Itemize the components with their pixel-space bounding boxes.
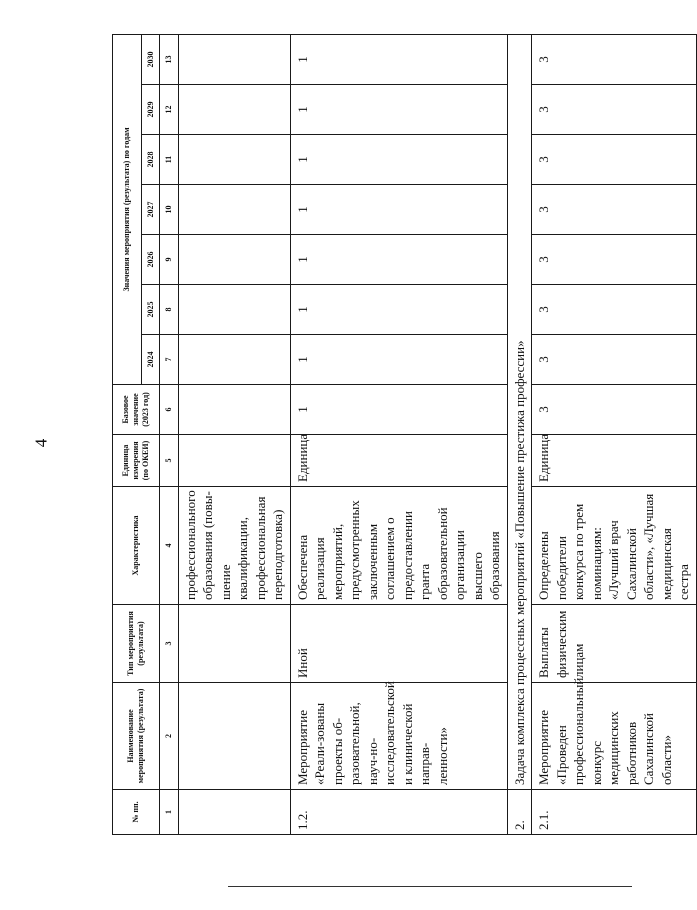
row-value-2030: 1 xyxy=(290,34,507,84)
header-year: 2029 xyxy=(142,85,160,135)
column-number: 4 xyxy=(160,487,179,605)
row-value-2029 xyxy=(178,85,290,135)
row-value-2027 xyxy=(178,185,290,235)
column-number: 2 xyxy=(160,683,179,790)
row-type: Иной xyxy=(290,605,507,683)
column-number: 12 xyxy=(160,85,179,135)
row-base: 1 xyxy=(290,385,507,435)
row-name: Мероприятие «Реали-зованы проекты об-разовательной, науч-но-исследовательской и клинической направ-ленности» xyxy=(290,683,507,790)
header-year: 2030 xyxy=(142,34,160,84)
column-number-row xyxy=(160,34,179,834)
header-row-top xyxy=(113,34,142,834)
table-row xyxy=(290,34,507,834)
header-year: 2028 xyxy=(142,135,160,185)
section-title: Задача комплекса процессных мероприятий «Повышение престижа профессии» xyxy=(507,34,532,789)
column-number: 9 xyxy=(160,235,179,285)
row-characteristic: Обеспечена реализация мероприятий, предусмотренных заключенным соглашением о предоставлении гранта образовательной организации высшего образования xyxy=(290,487,507,605)
column-number: 5 xyxy=(160,435,179,487)
row-value-2024 xyxy=(178,335,290,385)
column-number: 10 xyxy=(160,185,179,235)
column-number: 3 xyxy=(160,605,179,683)
header-year: 2026 xyxy=(142,235,160,285)
row-value-2026 xyxy=(178,235,290,285)
rotated-table-wrapper xyxy=(112,35,691,835)
row-characteristic: Определены победители конкурса по трем номинациям: «Лучший врач Сахалинской области», «Лучшая медицинская сестра xyxy=(532,487,697,605)
page-number: 4 xyxy=(31,438,51,448)
row-value-2026: 1 xyxy=(290,235,507,285)
row-num: 2.1. xyxy=(532,790,697,835)
table-row xyxy=(178,34,290,834)
header-name: Наименование мероприятия (результата) xyxy=(113,683,160,790)
header-year: 2024 xyxy=(142,335,160,385)
column-number: 1 xyxy=(160,790,179,835)
row-characteristic: профессионального образования (повы-шение квалификации, профессиональная переподготовка) xyxy=(178,487,290,605)
header-year: 2027 xyxy=(142,185,160,235)
header-characteristic: Характеристика xyxy=(113,487,160,605)
row-type xyxy=(178,605,290,683)
row-value-2028: 1 xyxy=(290,135,507,185)
row-value-2025: 3 xyxy=(532,285,697,335)
header-values-by-year: Значения мероприятия (результата) по годам xyxy=(113,34,142,384)
column-number: 13 xyxy=(160,34,179,84)
row-value-2029: 3 xyxy=(532,85,697,135)
section-row xyxy=(507,34,532,834)
row-value-2025: 1 xyxy=(290,285,507,335)
row-value-2024: 1 xyxy=(290,335,507,385)
column-number: 8 xyxy=(160,285,179,335)
header-type: Тип мероприятия (результата) xyxy=(113,605,160,683)
header-year: 2025 xyxy=(142,285,160,335)
header-base-value: Базовое значение (2023 год) xyxy=(113,385,160,435)
row-value-2026: 3 xyxy=(532,235,697,285)
table-row xyxy=(532,34,697,834)
row-unit: Единица xyxy=(290,435,507,487)
section-num: 2. xyxy=(507,790,532,835)
row-base: 3 xyxy=(532,385,697,435)
row-value-2029: 1 xyxy=(290,85,507,135)
row-name xyxy=(178,683,290,790)
activities-table xyxy=(112,34,697,835)
row-value-2028 xyxy=(178,135,290,185)
header-num: № пп. xyxy=(113,790,160,835)
row-value-2027: 3 xyxy=(532,185,697,235)
row-base xyxy=(178,385,290,435)
row-unit xyxy=(178,435,290,487)
page-bottom-rule xyxy=(228,886,632,887)
row-value-2025 xyxy=(178,285,290,335)
row-value-2028: 3 xyxy=(532,135,697,185)
row-num xyxy=(178,790,290,835)
row-value-2027: 1 xyxy=(290,185,507,235)
row-name: Мероприятие «Проведен профессиональный конкурс медицинских работников Сахалинской области» xyxy=(532,683,697,790)
row-value-2030: 3 xyxy=(532,34,697,84)
column-number: 7 xyxy=(160,335,179,385)
column-number: 11 xyxy=(160,135,179,185)
row-value-2030 xyxy=(178,34,290,84)
column-number: 6 xyxy=(160,385,179,435)
row-unit: Единица xyxy=(532,435,697,487)
row-value-2024: 3 xyxy=(532,335,697,385)
row-num: 1.2. xyxy=(290,790,507,835)
header-unit: Единица измерения (по ОКЕИ) xyxy=(113,435,160,487)
row-type: Выплаты физическим лицам xyxy=(532,605,697,683)
